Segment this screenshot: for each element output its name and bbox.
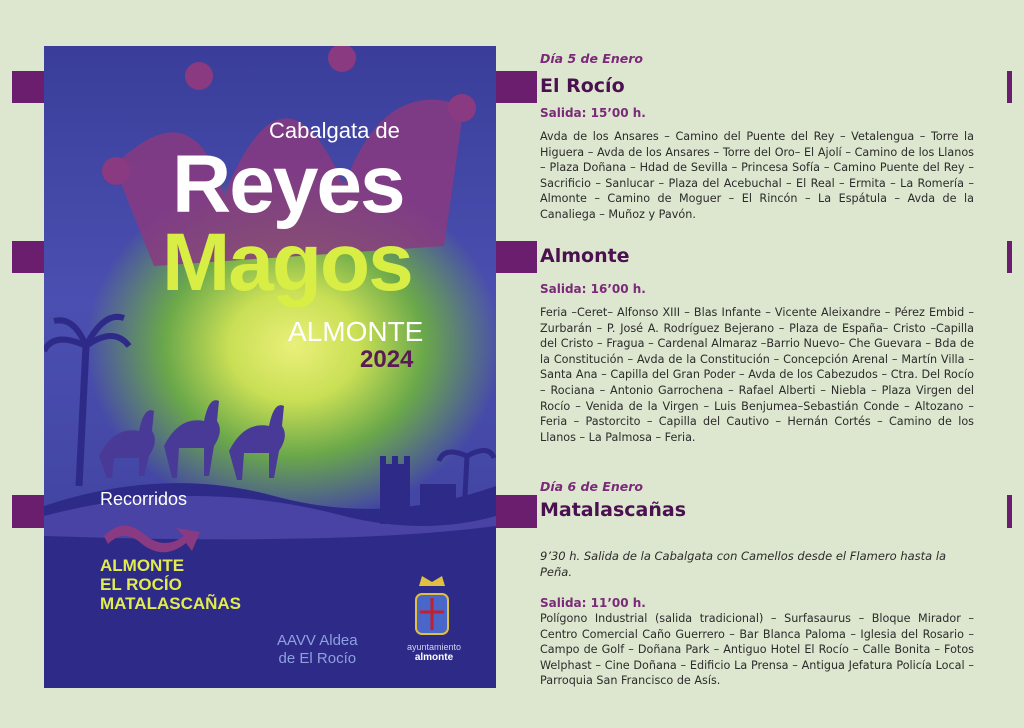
poster-title-cabalgata: Cabalgata de: [269, 118, 400, 143]
poster-ayto-line2: almonte: [414, 652, 454, 663]
poster-place: EL ROCÍO: [100, 575, 182, 594]
section-title-matalascanas: Matalascañas: [537, 495, 1007, 528]
poster-title-magos: Magos: [162, 217, 412, 308]
poster-town: ALMONTE: [288, 316, 424, 347]
route-matalascanas: Polígono Industrial (salida tradicional) – Surfasaurus – Bloque Mirador – Centro Comercial Caño Guerrero – Bar Blanca Paloma – Iglesia del Rosario – Campo de Golf – Doñana Park – Antiguo Hotel El Rocío – Calle Bonita – Fotos Welphast – Cine Doñana – Edificio La Prensa – Antigua Jefatura Policía Local – Parroquia San Francisco de Asís.: [540, 612, 974, 688]
poster-aavv-line2: de El Rocío: [278, 650, 357, 667]
poster-place: ALMONTE: [100, 556, 185, 575]
route-rocio: Avda de los Ansares – Camino del Puente del Rey – Vetalengua – Torre la Higuera – Avda de los Ansares – Torre del Oro– El Ajolí – Camino de los Llanos – Plaza Doñana – Hdad de Sevilla – Princesa Sofía – Camino Puente del Rey – Sacrificio – Sanlucar – Plaza del Acebuchal – El Real – Ermita – La Romería – Almonte – Camino de Moguer – El Rincón – La Espátula – Avda de la Canaliega – Muñoz y Pavón.: [540, 130, 974, 221]
poster-aavv: [277, 632, 358, 668]
poster-recorridos: Recorridos: [100, 489, 188, 509]
poster-places: [100, 556, 241, 613]
salida-matalascanas: Salida: 11’00 h.: [540, 596, 646, 610]
poster-year: 2024: [360, 346, 414, 373]
section-title-almonte: Almonte: [537, 241, 1007, 273]
day-label-5-enero: Día 5 de Enero: [540, 51, 643, 66]
salida-almonte: Salida: 16’00 h.: [540, 282, 646, 296]
salida-rocio: Salida: 15’00 h.: [540, 106, 646, 120]
poster-ayuntamiento-logo: [389, 642, 479, 663]
poster-aavv-line1: AAVV Aldea: [277, 632, 358, 649]
section-title-rocio: El Rocío: [537, 71, 1007, 103]
poster: [44, 46, 496, 688]
poster-place: MATALASCAÑAS: [100, 594, 242, 613]
matalascanas-note: 9’30 h. Salida de la Cabalgata con Camellos desde el Flamero hasta la Peña.: [540, 549, 947, 579]
poster-ayto-line1: ayuntamiento: [406, 642, 462, 652]
poster-title-reyes: Reyes: [172, 139, 404, 230]
route-almonte: Feria –Ceret– Alfonso XIII – Blas Infante – Vicente Aleixandre – Pérez Embid – Zurbarán – P. José A. Rodríguez Bejerano – Plaza de España– Cristo –Capilla del Cristo – Fragua – Cardenal Almaraz –Barrio Nuevo– Che Guevara – Bda de la Constitución – Avda de la Constitución – Concepción Arenal – Martín Villa – Santa Ana – Capilla del Gran Poder – Avda de los Cabezudos – Ctra. Del Rocío – Rociana – Antonio Garrochena – Rafael Alberti – Niebla – Plaza Virgen del Rocío – Venida de la Virgen – Luis Benjumea–Sebastián Conde – Altozano – Feria – Pastorcito – Capilla del Cautivo – Hernán Cortés – Camino de los Llanos – La Palmosa – Feria.: [540, 306, 974, 444]
day-label-6-enero: Día 6 de Enero: [540, 479, 643, 494]
